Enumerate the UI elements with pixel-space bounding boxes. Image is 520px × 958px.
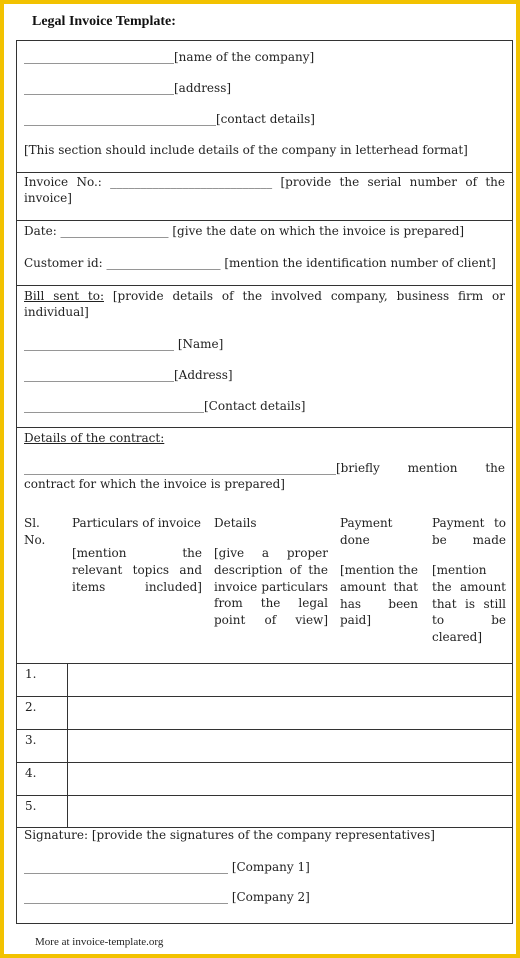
row-number: 1. — [25, 667, 37, 681]
header-payment-done-desc: [mention the amount that has been paid] — [340, 563, 418, 628]
invoice-number-section — [17, 173, 512, 221]
row-number: 5. — [25, 799, 37, 813]
footer-text: More at invoice-template.org — [35, 936, 164, 948]
bill-address-line: _________________________[Address] — [24, 368, 233, 382]
bill-sent-text: [provide details of the involved company, business firm or individual] — [24, 289, 505, 320]
signature-line: Signature: [provide the signatures of the company representatives] — [24, 828, 435, 842]
date-line: Date: __________________ [give the date on which the invoice is prepared] — [24, 224, 465, 238]
column-divider — [67, 763, 68, 795]
document-title: Legal Invoice Template: — [32, 14, 176, 29]
bill-contact-line: ______________________________[Contact details] — [24, 399, 306, 413]
column-divider — [67, 730, 68, 762]
customer-id-line: Customer id: ___________________ [mention the identification number of client] — [24, 256, 496, 270]
header-payment-done: Payment done — [340, 516, 393, 547]
date-customer-section — [17, 221, 512, 286]
row-number: 3. — [25, 733, 37, 747]
table-row — [17, 795, 512, 828]
company1-signature-line: __________________________________ [Company 1] — [24, 860, 310, 874]
company2-signature-line: __________________________________ [Company 2] — [24, 890, 310, 904]
company-name-line: _________________________[name of the company] — [24, 50, 315, 64]
header-particulars: Particulars of invoice — [72, 516, 201, 530]
row-number: 4. — [25, 766, 37, 780]
column-divider — [67, 664, 68, 696]
table-row — [17, 762, 512, 795]
header-sl-no: Sl. No. — [24, 516, 46, 547]
table-row — [17, 729, 512, 762]
company-section — [17, 41, 512, 173]
bill-sent-label: Bill sent to: — [24, 289, 104, 303]
row-number: 2. — [25, 700, 37, 714]
company-address-line: _________________________[address] — [24, 81, 232, 95]
company-note: [This section should include details of the company in letterhead format] — [24, 143, 468, 157]
company-contact-line: ________________________________[contact details] — [24, 112, 315, 126]
header-details: Details — [214, 516, 257, 530]
column-divider — [67, 697, 68, 729]
invoice-form — [16, 40, 513, 924]
bill-sent-section — [17, 286, 512, 428]
header-payment-to-be-made-desc: [mention the amount that is still to be cleared] — [432, 563, 506, 645]
header-details-desc: [give a proper description of the invoice particulars from the legal point of view] — [214, 546, 328, 628]
header-particulars-desc: [mention the relevant topics and items included] — [72, 546, 202, 594]
contract-text: ____________________________________________________[briefly mention the contract for which the invoice is prepared] — [24, 461, 505, 492]
header-payment-to-be-made: Payment to be made — [432, 516, 506, 547]
invoice-number-text: Invoice No.: ___________________________ [provide the serial number of the invoice] — [24, 175, 505, 206]
contract-label: Details of the contract: — [24, 431, 165, 445]
bill-sent-description — [24, 288, 505, 320]
column-divider — [67, 796, 68, 827]
table-row — [17, 663, 512, 696]
bill-name-line: _________________________ [Name] — [24, 337, 224, 351]
table-row — [17, 696, 512, 729]
